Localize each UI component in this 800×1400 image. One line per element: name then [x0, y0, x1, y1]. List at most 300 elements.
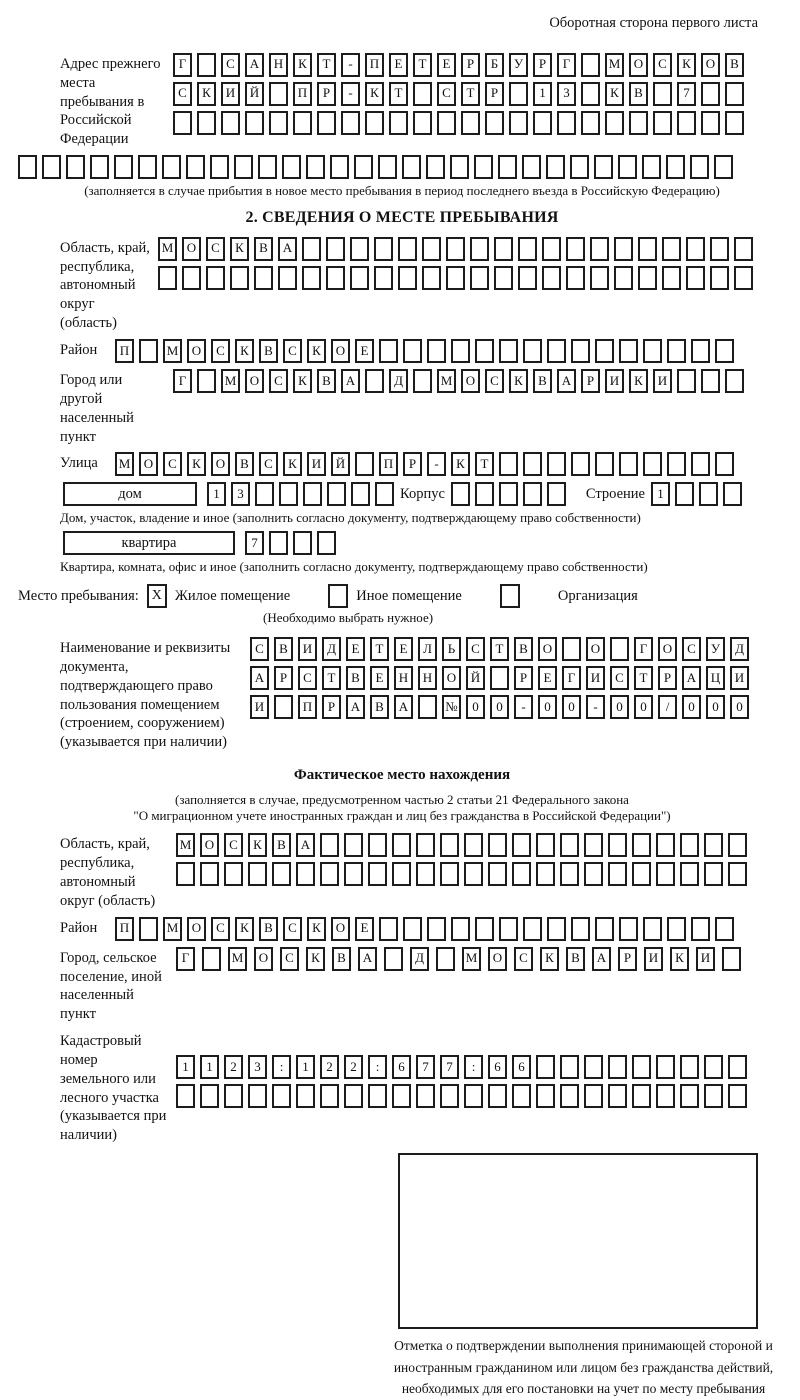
char-box[interactable] — [426, 155, 445, 179]
char-box[interactable]: К — [451, 452, 470, 476]
char-box[interactable] — [686, 266, 705, 290]
char-box[interactable] — [590, 237, 609, 261]
char-box[interactable]: В — [259, 917, 278, 941]
char-box[interactable] — [139, 917, 158, 941]
char-box[interactable] — [320, 862, 339, 886]
char-box[interactable] — [355, 452, 374, 476]
char-box[interactable] — [656, 833, 675, 857]
char-box[interactable]: 0 — [706, 695, 725, 719]
char-box[interactable]: - — [427, 452, 446, 476]
char-box[interactable] — [590, 266, 609, 290]
char-box[interactable] — [475, 339, 494, 363]
char-box[interactable] — [384, 947, 403, 971]
char-box[interactable] — [427, 339, 446, 363]
char-box[interactable] — [675, 482, 694, 506]
char-box[interactable]: У — [706, 637, 725, 661]
char-box[interactable] — [274, 695, 293, 719]
char-box[interactable] — [368, 862, 387, 886]
char-box[interactable] — [667, 917, 686, 941]
char-box[interactable] — [378, 155, 397, 179]
char-box[interactable]: О — [254, 947, 273, 971]
char-box[interactable]: О — [139, 452, 158, 476]
char-box[interactable] — [677, 369, 696, 393]
char-box[interactable] — [451, 339, 470, 363]
char-box[interactable]: Р — [618, 947, 637, 971]
char-box[interactable]: К — [293, 53, 312, 77]
char-box[interactable]: К — [197, 82, 216, 106]
char-box[interactable] — [571, 339, 590, 363]
char-box[interactable]: И — [644, 947, 663, 971]
char-box[interactable]: Г — [176, 947, 195, 971]
char-box[interactable]: А — [250, 666, 269, 690]
char-box[interactable] — [608, 833, 627, 857]
char-box[interactable]: : — [464, 1055, 483, 1079]
char-box[interactable] — [206, 266, 225, 290]
char-box[interactable]: С — [259, 452, 278, 476]
char-box[interactable]: 2 — [320, 1055, 339, 1079]
char-box[interactable] — [485, 111, 504, 135]
char-box[interactable]: 2 — [224, 1055, 243, 1079]
char-box[interactable] — [176, 1084, 195, 1108]
char-box[interactable] — [173, 111, 192, 135]
char-box[interactable]: С — [466, 637, 485, 661]
char-box[interactable] — [272, 1084, 291, 1108]
char-box[interactable]: С — [280, 947, 299, 971]
char-box[interactable] — [427, 917, 446, 941]
char-box[interactable]: С — [283, 339, 302, 363]
char-box[interactable] — [464, 862, 483, 886]
char-box[interactable]: О — [629, 53, 648, 77]
char-box[interactable]: Т — [317, 53, 336, 77]
char-box[interactable]: С — [514, 947, 533, 971]
char-box[interactable]: О — [658, 637, 677, 661]
char-box[interactable] — [210, 155, 229, 179]
char-box[interactable]: Г — [173, 53, 192, 77]
char-box[interactable]: 6 — [392, 1055, 411, 1079]
char-box[interactable]: : — [272, 1055, 291, 1079]
char-box[interactable]: И — [586, 666, 605, 690]
char-box[interactable]: Г — [557, 53, 576, 77]
char-box[interactable]: - — [341, 53, 360, 77]
char-box[interactable] — [221, 111, 240, 135]
char-box[interactable] — [374, 266, 393, 290]
char-box[interactable]: Е — [437, 53, 456, 77]
char-box[interactable] — [715, 339, 734, 363]
char-box[interactable] — [584, 1055, 603, 1079]
char-box[interactable] — [614, 266, 633, 290]
char-box[interactable] — [536, 1055, 555, 1079]
char-box[interactable] — [608, 1055, 627, 1079]
char-box[interactable] — [279, 482, 298, 506]
char-box[interactable] — [202, 947, 221, 971]
char-box[interactable]: В — [317, 369, 336, 393]
char-box[interactable] — [368, 1084, 387, 1108]
char-box[interactable]: Р — [485, 82, 504, 106]
char-box[interactable] — [182, 266, 201, 290]
char-box[interactable]: Т — [389, 82, 408, 106]
char-box[interactable] — [509, 111, 528, 135]
char-box[interactable]: 1 — [200, 1055, 219, 1079]
char-box[interactable]: Р — [274, 666, 293, 690]
char-box[interactable] — [584, 833, 603, 857]
char-box[interactable]: С — [211, 339, 230, 363]
char-box[interactable]: 1 — [296, 1055, 315, 1079]
char-box[interactable] — [533, 111, 552, 135]
char-box[interactable] — [710, 237, 729, 261]
char-box[interactable] — [254, 266, 273, 290]
char-box[interactable] — [446, 266, 465, 290]
char-box[interactable]: К — [306, 947, 325, 971]
char-box[interactable] — [701, 82, 720, 106]
char-box[interactable] — [632, 1084, 651, 1108]
char-box[interactable] — [547, 452, 566, 476]
char-box[interactable]: С — [163, 452, 182, 476]
char-box[interactable] — [392, 833, 411, 857]
char-box[interactable] — [728, 862, 747, 886]
char-box[interactable] — [560, 862, 579, 886]
char-box[interactable] — [560, 833, 579, 857]
char-box[interactable]: И — [221, 82, 240, 106]
char-box[interactable]: К — [307, 339, 326, 363]
char-box[interactable]: Е — [394, 637, 413, 661]
char-box[interactable] — [581, 53, 600, 77]
char-box[interactable]: К — [283, 452, 302, 476]
char-box[interactable] — [653, 111, 672, 135]
char-box[interactable] — [488, 833, 507, 857]
char-box[interactable] — [547, 339, 566, 363]
char-box[interactable]: К — [187, 452, 206, 476]
char-box[interactable] — [595, 452, 614, 476]
char-box[interactable] — [643, 917, 662, 941]
char-box[interactable] — [42, 155, 61, 179]
char-box[interactable]: Г — [562, 666, 581, 690]
char-box[interactable] — [680, 1084, 699, 1108]
char-box[interactable] — [437, 111, 456, 135]
char-box[interactable] — [715, 452, 734, 476]
char-box[interactable] — [278, 266, 297, 290]
char-box[interactable]: Т — [322, 666, 341, 690]
char-box[interactable]: / — [658, 695, 677, 719]
char-box[interactable] — [704, 1055, 723, 1079]
char-box[interactable] — [248, 862, 267, 886]
char-box[interactable]: А — [296, 833, 315, 857]
char-box[interactable] — [499, 339, 518, 363]
char-box[interactable] — [704, 833, 723, 857]
char-box[interactable]: С — [221, 53, 240, 77]
char-box[interactable] — [451, 917, 470, 941]
char-box[interactable]: В — [533, 369, 552, 393]
char-box[interactable]: С — [173, 82, 192, 106]
char-box[interactable] — [230, 266, 249, 290]
char-box[interactable] — [464, 833, 483, 857]
char-box[interactable]: 0 — [682, 695, 701, 719]
char-box[interactable]: 3 — [231, 482, 250, 506]
char-box[interactable] — [402, 155, 421, 179]
char-box[interactable]: О — [442, 666, 461, 690]
char-box[interactable] — [398, 237, 417, 261]
char-box[interactable] — [176, 862, 195, 886]
char-box[interactable] — [302, 237, 321, 261]
char-box[interactable]: Т — [461, 82, 480, 106]
char-box[interactable]: Л — [418, 637, 437, 661]
char-box[interactable] — [714, 155, 733, 179]
char-box[interactable] — [139, 339, 158, 363]
char-box[interactable] — [542, 266, 561, 290]
char-box[interactable]: М — [605, 53, 624, 77]
char-box[interactable]: 0 — [730, 695, 749, 719]
char-box[interactable] — [512, 1084, 531, 1108]
char-box[interactable]: С — [224, 833, 243, 857]
char-box[interactable]: Е — [370, 666, 389, 690]
char-box[interactable] — [643, 339, 662, 363]
char-box[interactable] — [536, 1084, 555, 1108]
char-box[interactable]: Ь — [442, 637, 461, 661]
char-box[interactable] — [522, 155, 541, 179]
char-box[interactable] — [619, 339, 638, 363]
char-box[interactable]: Т — [370, 637, 389, 661]
char-box[interactable]: 0 — [466, 695, 485, 719]
char-box[interactable] — [691, 917, 710, 941]
char-box[interactable] — [594, 155, 613, 179]
char-box[interactable]: О — [182, 237, 201, 261]
char-box[interactable]: И — [653, 369, 672, 393]
char-box[interactable]: А — [592, 947, 611, 971]
char-box[interactable] — [571, 917, 590, 941]
char-box[interactable] — [475, 917, 494, 941]
char-box[interactable] — [269, 82, 288, 106]
char-box[interactable]: Д — [389, 369, 408, 393]
char-box[interactable]: Р — [461, 53, 480, 77]
char-box[interactable] — [224, 862, 243, 886]
char-box[interactable] — [269, 111, 288, 135]
char-box[interactable] — [422, 237, 441, 261]
char-box[interactable]: О — [331, 339, 350, 363]
char-box[interactable]: Е — [355, 917, 374, 941]
char-box[interactable]: К — [629, 369, 648, 393]
char-box[interactable] — [560, 1084, 579, 1108]
char-box[interactable] — [293, 531, 312, 555]
char-box[interactable] — [614, 237, 633, 261]
char-box[interactable] — [344, 862, 363, 886]
char-box[interactable] — [258, 155, 277, 179]
char-box[interactable] — [643, 452, 662, 476]
char-box[interactable]: П — [365, 53, 384, 77]
char-box[interactable] — [436, 947, 455, 971]
char-box[interactable] — [451, 482, 470, 506]
char-box[interactable] — [723, 482, 742, 506]
char-box[interactable] — [403, 917, 422, 941]
char-box[interactable]: Г — [634, 637, 653, 661]
char-box[interactable] — [734, 237, 753, 261]
char-box[interactable]: № — [442, 695, 461, 719]
char-box[interactable]: С — [437, 82, 456, 106]
char-box[interactable] — [722, 947, 741, 971]
char-box[interactable] — [320, 1084, 339, 1108]
char-box[interactable]: В — [235, 452, 254, 476]
char-box[interactable] — [701, 111, 720, 135]
char-box[interactable] — [667, 452, 686, 476]
char-box[interactable] — [245, 111, 264, 135]
char-box[interactable]: О — [586, 637, 605, 661]
char-box[interactable] — [581, 82, 600, 106]
char-box[interactable] — [365, 111, 384, 135]
char-box[interactable]: Н — [394, 666, 413, 690]
char-box[interactable]: Р — [322, 695, 341, 719]
char-box[interactable] — [653, 82, 672, 106]
char-box[interactable] — [351, 482, 370, 506]
char-box[interactable]: 3 — [248, 1055, 267, 1079]
char-box[interactable]: И — [696, 947, 715, 971]
char-box[interactable]: К — [235, 339, 254, 363]
char-box[interactable] — [619, 452, 638, 476]
char-box[interactable]: К — [235, 917, 254, 941]
char-box[interactable] — [234, 155, 253, 179]
char-box[interactable] — [566, 266, 585, 290]
char-box[interactable] — [317, 531, 336, 555]
char-box[interactable] — [523, 339, 542, 363]
char-box[interactable]: С — [206, 237, 225, 261]
char-box[interactable] — [341, 111, 360, 135]
char-box[interactable]: К — [293, 369, 312, 393]
char-box[interactable]: К — [605, 82, 624, 106]
char-box[interactable]: Т — [490, 637, 509, 661]
char-box[interactable] — [725, 111, 744, 135]
char-box[interactable] — [269, 531, 288, 555]
char-box[interactable] — [379, 917, 398, 941]
char-box[interactable]: О — [331, 917, 350, 941]
char-box[interactable]: Ц — [706, 666, 725, 690]
char-box[interactable] — [690, 155, 709, 179]
char-box[interactable]: Б — [485, 53, 504, 77]
char-box[interactable]: Д — [730, 637, 749, 661]
char-box[interactable]: Р — [403, 452, 422, 476]
char-box[interactable] — [656, 862, 675, 886]
char-box[interactable] — [461, 111, 480, 135]
char-box[interactable]: А — [682, 666, 701, 690]
char-box[interactable]: М — [176, 833, 195, 857]
char-box[interactable]: И — [730, 666, 749, 690]
char-box[interactable]: Е — [346, 637, 365, 661]
char-box[interactable] — [642, 155, 661, 179]
char-box[interactable]: К — [509, 369, 528, 393]
char-box[interactable]: 2 — [344, 1055, 363, 1079]
char-box[interactable] — [368, 833, 387, 857]
char-box[interactable]: Е — [538, 666, 557, 690]
char-box[interactable] — [666, 155, 685, 179]
char-box[interactable]: 7 — [677, 82, 696, 106]
char-box[interactable] — [306, 155, 325, 179]
char-box[interactable]: В — [346, 666, 365, 690]
char-box[interactable]: К — [677, 53, 696, 77]
char-box[interactable]: - — [341, 82, 360, 106]
char-box[interactable] — [523, 452, 542, 476]
char-box[interactable]: М — [221, 369, 240, 393]
char-box[interactable] — [354, 155, 373, 179]
char-box[interactable] — [546, 155, 565, 179]
char-box[interactable] — [200, 862, 219, 886]
char-box[interactable] — [296, 1084, 315, 1108]
char-box[interactable]: И — [307, 452, 326, 476]
char-box[interactable]: В — [629, 82, 648, 106]
char-box[interactable] — [379, 339, 398, 363]
char-box[interactable] — [570, 155, 589, 179]
char-box[interactable] — [632, 862, 651, 886]
char-box[interactable]: К — [248, 833, 267, 857]
char-box[interactable]: 1 — [533, 82, 552, 106]
char-box[interactable]: 6 — [512, 1055, 531, 1079]
char-box[interactable] — [618, 155, 637, 179]
char-box[interactable] — [475, 482, 494, 506]
char-box[interactable]: О — [200, 833, 219, 857]
char-box[interactable]: В — [259, 339, 278, 363]
char-box[interactable]: К — [670, 947, 689, 971]
char-box[interactable] — [494, 266, 513, 290]
char-box[interactable] — [302, 266, 321, 290]
char-box[interactable] — [566, 237, 585, 261]
char-box[interactable] — [632, 1055, 651, 1079]
char-box[interactable] — [422, 266, 441, 290]
char-box[interactable]: С — [283, 917, 302, 941]
char-box[interactable] — [562, 637, 581, 661]
char-box[interactable]: П — [293, 82, 312, 106]
char-box[interactable]: И — [298, 637, 317, 661]
char-box[interactable]: Р — [658, 666, 677, 690]
char-box[interactable]: С — [269, 369, 288, 393]
char-box[interactable]: Й — [466, 666, 485, 690]
char-box[interactable]: М — [163, 917, 182, 941]
char-box[interactable] — [542, 237, 561, 261]
char-box[interactable] — [403, 339, 422, 363]
char-box[interactable] — [326, 237, 345, 261]
char-box[interactable]: : — [368, 1055, 387, 1079]
char-box[interactable] — [374, 237, 393, 261]
char-box[interactable]: Р — [317, 82, 336, 106]
char-box[interactable] — [715, 917, 734, 941]
char-box[interactable] — [691, 339, 710, 363]
char-box[interactable] — [638, 266, 657, 290]
char-box[interactable]: М — [228, 947, 247, 971]
char-box[interactable] — [416, 833, 435, 857]
char-box[interactable] — [296, 862, 315, 886]
char-box[interactable] — [488, 862, 507, 886]
apartment-type-box[interactable]: квартира — [63, 531, 235, 555]
char-box[interactable] — [680, 833, 699, 857]
char-box[interactable] — [704, 1084, 723, 1108]
char-box[interactable] — [365, 369, 384, 393]
char-box[interactable]: С — [250, 637, 269, 661]
char-box[interactable]: Е — [355, 339, 374, 363]
char-box[interactable]: К — [365, 82, 384, 106]
char-box[interactable]: Н — [418, 666, 437, 690]
char-box[interactable] — [327, 482, 346, 506]
char-box[interactable] — [584, 1084, 603, 1108]
char-box[interactable] — [446, 237, 465, 261]
char-box[interactable] — [450, 155, 469, 179]
char-box[interactable] — [344, 833, 363, 857]
char-box[interactable]: Й — [331, 452, 350, 476]
char-box[interactable] — [326, 266, 345, 290]
char-box[interactable]: В — [272, 833, 291, 857]
char-box[interactable] — [413, 369, 432, 393]
char-box[interactable] — [632, 833, 651, 857]
char-box[interactable]: 7 — [416, 1055, 435, 1079]
stay-other-premises-checkbox[interactable] — [328, 584, 348, 608]
char-box[interactable]: 1 — [207, 482, 226, 506]
char-box[interactable] — [350, 266, 369, 290]
char-box[interactable] — [734, 266, 753, 290]
char-box[interactable] — [498, 155, 517, 179]
char-box[interactable] — [162, 155, 181, 179]
